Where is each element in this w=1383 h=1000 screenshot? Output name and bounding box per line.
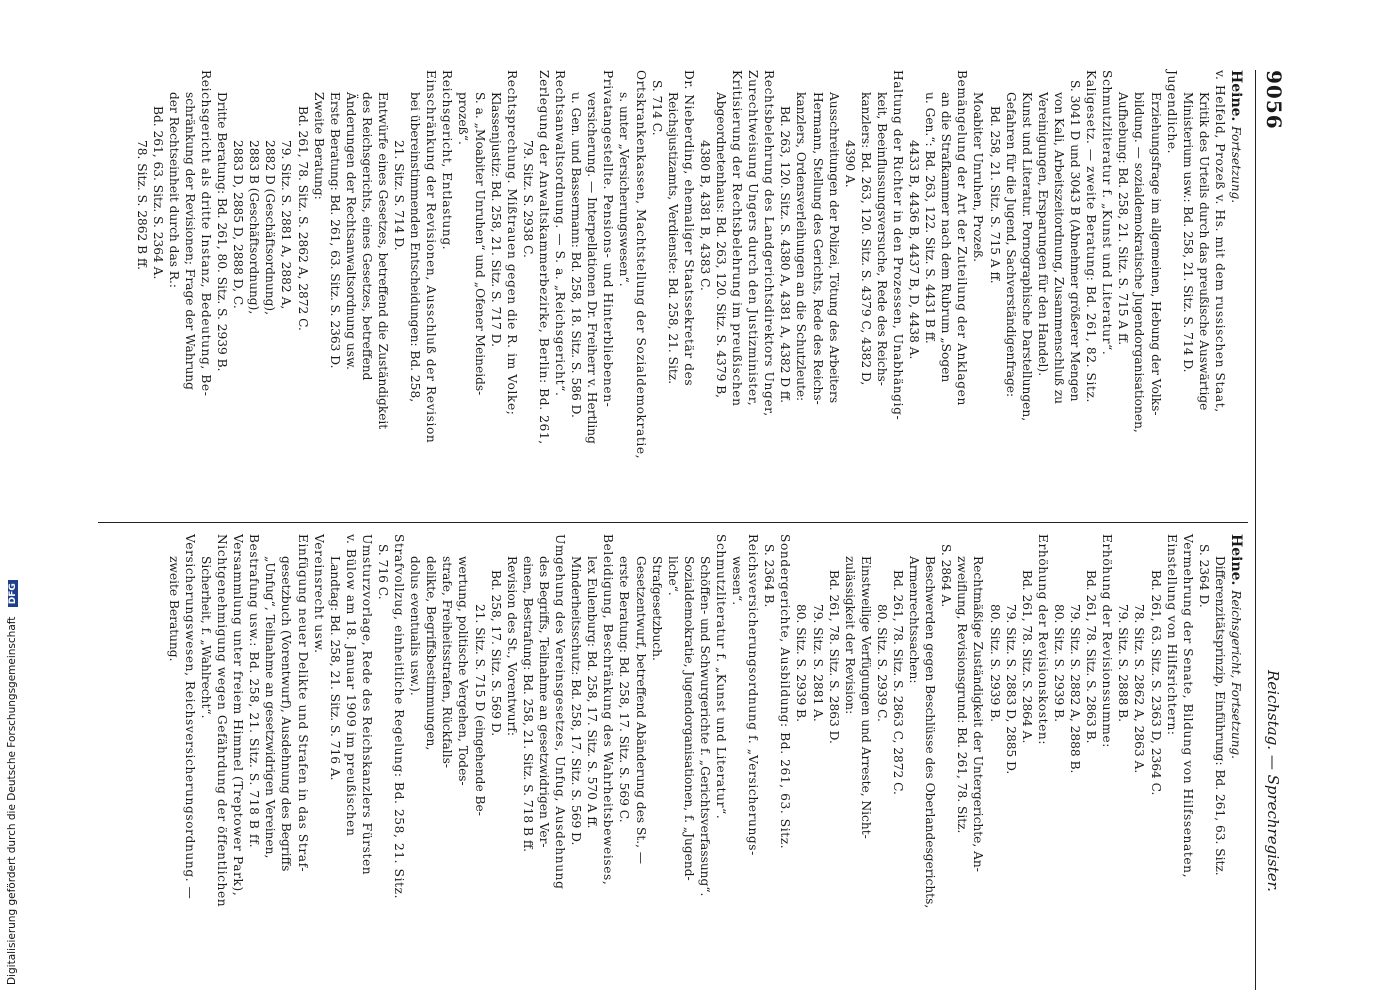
credit-text: Digitalisierung gefördert durch die Deutsche Forschungsgemeinschaft [6, 616, 18, 985]
index-line: 79. Sitz. S. 2881 A, 2882 A, [279, 140, 294, 310]
index-line: „Unfug“, Teilnahme an gesetzwidrigen Vereinen, [263, 556, 278, 859]
index-line: Hermann, Stellung des Gerichts, Rede des Reichs- [810, 92, 825, 405]
index-line: Reichsjustizamts, Verdienste: Bd. 258, 21. Sitz. [665, 92, 680, 385]
index-line: Strafgesetzbuch. [649, 556, 664, 661]
index-line: Dritte Beratung: Bd. 261, 80. Sitz. S. 2939 B. [215, 92, 230, 372]
page-header [1250, 70, 1290, 990]
index-line: u. Gen.“: Bd. 263, 122. Sitz. S. 4431 B ff. [923, 92, 938, 344]
index-line: Schmutzliteratur f. „Kunst und Literatur“. [714, 534, 728, 820]
right-column-heading: Heine. Reichsgericht, Fortsetzung. [1228, 534, 1244, 759]
index-line: Kritisierung der Rechtsbelehrung im preußischen [730, 70, 745, 407]
index-line: Versammlung unter freiem Himmel (Treptower Park), [231, 534, 246, 897]
index-line: wertung, politische Vergehen, Todes- [456, 556, 471, 786]
index-line: 80. Sitz. S. 2939 B. [1051, 604, 1066, 722]
index-line: Zurechtweisung Ungers durch den Justizminister, [746, 70, 761, 407]
index-line: Bestrafung usw.: Bd. 258, 21. Sitz. S. 718 B ff. [247, 534, 262, 849]
index-line: Bd. 261, 78. Sitz. S. 2862 A, 2872 C. [295, 106, 310, 331]
index-line: Umgehung des Vereinsgesetzes, Unfug, Ausdehnung [553, 534, 568, 890]
index-line: Ministerium usw.: Bd. 258, 21. Sitz. S. 714 D. [1180, 92, 1195, 373]
index-line: Einschränkung der Revisionen, Ausschluß der Revision [424, 70, 439, 444]
index-line: Zerlegung der Anwaltskammerbezirke, Berlin: Bd. 261, [536, 70, 551, 445]
running-title: Reichstag. — Sprechregister. [1264, 670, 1282, 892]
index-line: 79. Sitz. S. 2883 D, 2885 D. [1003, 604, 1018, 775]
index-line: Gefahren für die Jugend, Sachverständigenfrage: [1003, 92, 1018, 398]
index-line: Reichsgericht als dritte Instanz, Bedeutung, Be- [199, 70, 213, 397]
index-line: 79. Sitz. S. 2938 C. [520, 140, 535, 258]
index-line: Moabiter Unruhen, Prozeß. [971, 92, 986, 263]
index-line: Dr. Nieberding, ehemaliger Staatssekretär des [681, 70, 696, 387]
index-line: Aufhebung: Bd. 258, 21. Sitz. S. 715 A ff. [1116, 92, 1131, 346]
page-number: 9056 [1262, 70, 1286, 130]
index-line: 2883 D, 2885 D, 2888 D, C. [231, 140, 246, 309]
left-column-heading: Heine. Fortsetzung. [1228, 70, 1244, 204]
index-line: Sicherheit, f. „Wahlrecht“. [199, 556, 213, 719]
index-line: S. 3041 D und 3043 B (Abnehmer größerer Mengen [1068, 80, 1083, 402]
index-line: Zweite Beratung: [311, 92, 326, 200]
index-line: Privatangestellte. Pensions- und Hinterbliebenen- [601, 70, 616, 408]
index-line: Vereinigungen, Ersparungen für den Handel). [1035, 92, 1050, 377]
index-line: kanzlers, Ordensverleihungen an die Schutzleute: [794, 92, 809, 402]
index-line: Bd. 258, 21. Sitz. S. 715 A ff. [987, 106, 1002, 284]
index-line: Bd. 263, 120. Sitz. S. 4380 A, 4381 A, 4382 D ff. [778, 106, 793, 404]
index-line: Bemängelung der Art der Zuteilung der Anklagen [955, 70, 970, 406]
index-line: 79. Sitz. S. 2888 B. [1116, 604, 1131, 722]
index-line: Bd. 261, 63. Sitz. S. 2363 D, 2364 C. [1148, 570, 1163, 796]
index-line: 80. Sitz. S. 2939 B. [987, 604, 1002, 722]
index-line: 2883 B (Geschäftsordnung), [247, 140, 262, 315]
index-line: Bd. 261, 63. Sitz. S. 2364 A. [150, 106, 165, 280]
index-line: 21. Sitz. S. 714 D. [392, 140, 407, 251]
index-line: Nichtgenehmigung wegen Gefährdung der öffentlichen [215, 534, 230, 908]
index-line: Reichsversicherungsordnung f. „Versicherungs- [746, 534, 761, 856]
index-line: Umsturzvorlage, Rede des Reichskanzlers Fürsten [359, 534, 374, 876]
index-line: wesen“. [730, 556, 745, 606]
index-line: S. 714 C. [649, 80, 664, 136]
index-line: strafe, Freiheitsstrafen, Rückfalls- [440, 556, 455, 768]
index-line: Strafvollzug, einheitliche Regelung: Bd. 258, 21. Sitz. [392, 534, 407, 900]
index-line: Schmutzliteratur f. „Kunst und Literatur“. [1100, 70, 1115, 356]
index-line: Revision des St., Vorentwurf: [504, 556, 519, 736]
index-line: Haltung der Richter in den Prozessen, Unabhängig- [891, 70, 906, 421]
index-line: Ausschreitungen der Polizei, Tötung des Arbeiters [826, 92, 841, 404]
index-line: u. Gen. und Bassermann: Bd. 258, 18. Sitz. S. 586 D. [569, 92, 584, 418]
index-line: liche“. [665, 556, 680, 596]
index-line: an die Strafkammer nach dem Rubrum „Sogen [939, 92, 954, 383]
index-line: Sondergerichte, Ausbildung: Bd. 261, 63. Sitz. [778, 534, 793, 850]
index-line: Abgeordnetenhaus: Bd. 263, 120. Sitz. S. 4379 B, [714, 92, 728, 399]
index-line: Jugendliche. [1164, 70, 1179, 155]
left-column-entries [134, 70, 1228, 510]
index-line: Einstweilige Verfügungen und Arreste, Nicht- [858, 556, 873, 839]
index-line: zweiflung, Revisionsgrund: Bd. 261, 78. Sitz. [955, 556, 970, 834]
index-line: v. Helfeld, Prozeß v. Hs. mit dem russischen Staat, [1212, 70, 1227, 413]
index-line: S. 2864 A. [939, 544, 954, 608]
index-line: Vereinsrecht usw. [311, 534, 326, 654]
index-line: 4433 B, 4436 B, 4437 B, D, 4438 A. [907, 140, 922, 360]
index-line: Minderheitsschutz: Bd. 258, 17. Sitz. S. 569 D. [569, 556, 584, 846]
right-column [166, 534, 1244, 974]
index-line: von Kali, Arbeitszeitordnung, Zusammenschluß zu [1051, 92, 1066, 405]
index-line: s. unter „Versicherungswesen“. [617, 92, 632, 287]
index-line: Bd. 261, 78. Sitz. S. 2863 C, 2872 C. [891, 570, 906, 795]
index-line: S. 716 C. [376, 544, 391, 600]
index-line: Rechtsanwaltsordnung. — S. a. „Reichsgericht“. [553, 70, 568, 397]
header-rule [1255, 70, 1256, 990]
index-line: Landtag: Bd. 258, 21. Sitz. S. 716 A. [327, 556, 342, 781]
index-line: des Begriffs, Teilnahme an gesetzwidrigen Ver- [536, 556, 551, 848]
index-line: zweite Beratung. [166, 556, 181, 662]
index-line: Vermehrung der Senate, Bildung von Hilfssenaten, [1180, 534, 1195, 879]
index-line: erste Beratung: Bd. 258, 17. Sitz. S. 569 C. [617, 556, 632, 823]
index-line: des Reichsgerichts, eines Gesetzes, betreffend [359, 92, 374, 381]
index-line: Differenzitätsprinzip, Einführung: Bd. 261, 63. Sitz. [1212, 556, 1227, 876]
index-line: der Rechtseinheit durch das R.: [166, 92, 181, 288]
index-line: Bd. 261, 78. Sitz. S. 2863 B. [1084, 570, 1099, 744]
index-line: prozeß“. [456, 92, 471, 145]
index-line: 78. Sitz. S. 2862 A, 2863 A. [1132, 604, 1147, 774]
index-line: Bd. 261, 78. Sitz. S. 2863 D. [826, 570, 841, 744]
index-line: 80. Sitz. S. 2939 B. [794, 604, 809, 722]
right-heading-continuation: Reichsgericht, Fortsetzung. [1229, 590, 1243, 759]
index-line: lex Eulenburg: Bd. 258, 17. Sitz. S. 570 A ff. [585, 556, 600, 829]
index-line: v. Bülow am 18. Januar 1909 im preußischen [343, 534, 358, 837]
index-line: gesetzbuch (Vorentwurf), Ausdehnung des Begriffs [279, 556, 294, 872]
left-heading-continuation: Fortsetzung. [1229, 126, 1243, 204]
index-line: Beschwerden gegen Beschlüsse des Oberlandesgerichts, [923, 556, 938, 909]
index-line: 79. Sitz. S. 2882 A, 2888 B. [1068, 604, 1083, 774]
index-line: Schöffen- und Schwurgerichte f. „Gerichtsverfassung“. [697, 556, 712, 897]
column-divider [98, 522, 1248, 523]
index-line: dolus eventualis usw.). [408, 556, 423, 696]
dfg-logo: DFG [8, 580, 18, 607]
index-line: Kaligesetz. — zweite Beratung: Bd. 261, 82. Sitz. [1084, 70, 1099, 403]
index-line: Ortskrankenkassen, Machtstellung der Sozialdemokratie, [633, 70, 648, 460]
index-line: Bd. 261, 78. Sitz. S. 2864 A. [1019, 570, 1034, 744]
index-line: 80. Sitz. S. 2939 C. [874, 604, 889, 722]
index-line: Gesetzentwurf, betreffend Abänderung des St., — [633, 556, 648, 865]
index-line: einen, Bestrafung: Bd. 258, 21. Sitz. S. 718 B ff. [520, 556, 535, 852]
digitization-credit [6, 0, 20, 985]
index-line: Rechtmäßige Zuständigkeit der Untergerichte, An- [971, 556, 986, 872]
index-line: S. a. „Moabiter Unruhen“ und „Ofener Meineids- [472, 92, 487, 396]
index-line: Kunst und Literatur. Pornographische Darstellungen, [1019, 92, 1034, 422]
index-line: delikte, Begriffsbestimmungen, [424, 556, 439, 751]
index-line: Beleidigung, Beschränkung des Wahrheitsbeweises, [601, 534, 616, 886]
index-line: 21. Sitz. S. 715 D (eingehende Be- [472, 604, 487, 816]
index-line: 2882 D (Geschäftsordnung), [263, 140, 278, 316]
right-column-entries [166, 534, 1228, 974]
index-line: Einfügung neuer Delikte und Strafen in das Straf- [295, 534, 310, 873]
index-line: Klassenjustiz: Bd. 258, 21. Sitz. S. 717 D. [488, 92, 503, 348]
index-line: Einstellung von Hilfsrichtern: [1164, 534, 1179, 736]
index-line: Erhöhung der Revisionssumme: [1100, 534, 1115, 748]
index-line: Entwürfe eines Gesetzes, betreffend die Zuständigkeit [376, 92, 391, 430]
left-column [134, 70, 1244, 510]
index-line: keit, Beeinflussungsversuche, Rede des Reichs- [874, 92, 889, 386]
index-line: kanzlers: Bd. 263, 120. Sitz. S. 4379 C, 4382 D, [858, 92, 873, 386]
index-line: 79. Sitz. S. 2881 A. [810, 604, 825, 722]
index-line: Bd. 258, 17. Sitz. S. 569 D. [488, 570, 503, 737]
index-line: Rechtsbelehrung des Landgerichtsdirektors Unger, [762, 70, 777, 417]
index-line: Rechtsprechung. Mißtrauen gegen die R. im Volke; [504, 70, 519, 416]
index-line: bildung. — sozialdemokratische Jugendorganisationen, [1132, 92, 1147, 433]
index-line: 78. Sitz. S. 2862 B ff. [134, 140, 149, 271]
index-line: Erziehungsfrage im allgemeinen, Hebung der Volks- [1148, 92, 1163, 416]
index-line: 4380 B, 4381 B, 4383 C. [697, 140, 712, 291]
index-line: zulässigkeit der Revision: [842, 556, 857, 715]
rotated-page [90, 70, 1290, 990]
index-line: 4390 A. [842, 140, 857, 188]
index-line: Kritik des Urteils durch das preußische Auswärtige [1196, 92, 1211, 411]
index-line: Reichsgericht, Entlastung. [440, 70, 455, 251]
index-line: Versicherungswesen, Reichsversicherungsordnung. — [182, 534, 197, 900]
index-line: S. 2364 D. [1196, 544, 1211, 608]
index-line: Erste Beratung: Bd. 261, 63. Sitz. S. 2363 D. [327, 92, 342, 369]
index-line: Sozialdemokratie, Jugendorganisationen, f. „Jugend- [681, 556, 696, 881]
index-line: bei übereinstimmenden Entscheidungen: Bd. 258, [408, 92, 423, 403]
index-line: versicherung. — Interpellationen Dr. Freiherr v. Hertling [585, 92, 600, 444]
index-line: Armenrechtssachen: [907, 556, 922, 684]
index-line: Änderungen der Rechtsanwaltsordnung usw. [343, 92, 358, 370]
index-line: S. 2364 B. [762, 544, 777, 608]
index-line: schränkung der Revisionen; Frage der Wahrung [182, 92, 197, 390]
index-line: Erhöhung der Revisionskosten: [1035, 534, 1050, 746]
